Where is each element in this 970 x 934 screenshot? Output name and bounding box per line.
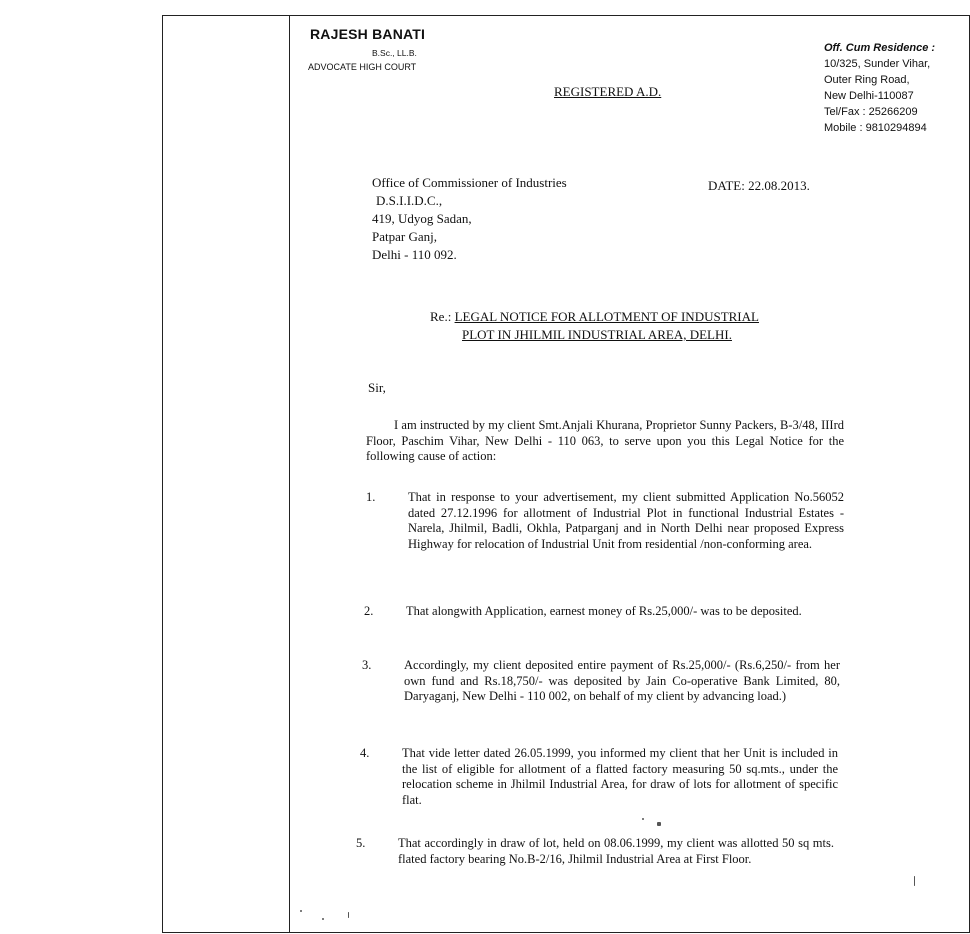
item-number: 4. xyxy=(360,746,370,760)
address-line: New Delhi-110087 xyxy=(824,90,914,102)
recipient-line: D.S.I.I.D.C., xyxy=(376,193,443,208)
item-number: 2. xyxy=(364,604,374,618)
letter-date: DATE: 22.08.2013. xyxy=(708,178,810,193)
item-text: Accordingly, my client deposited entire payment of Rs.25,000/- (Rs.6,250/- from her own fund and Rs.18,750/- was deposited by Jain Co-operative Bank Limited, 80, Daryaganj, New Delhi - 110 002, on behalf of my client by advancing load.) xyxy=(404,658,840,703)
advocate-role: ADVOCATE HIGH COURT xyxy=(308,62,417,72)
item-text: That accordingly in draw of lot, held on 08.06.1999, my client was allotted 50 sq mts. flated factory bearing No.B-2/16, Jhilmil Industrial Area at First Floor. xyxy=(398,836,834,866)
item-text: That in response to your advertisement, my client submitted Application No.56052 dated 27.12.1996 for allotment of Industrial Plot in functional Industrial Estates - Narela, Jhilmil, Badli, Okhla, Patparganj and in North Delhi near proposed Express Highway for relocation of Industrial Unit from residential /non-conforming area. xyxy=(408,490,844,551)
scan-speck xyxy=(322,918,324,920)
scan-speck xyxy=(348,912,349,918)
office-address xyxy=(824,40,935,136)
address-line: Tel/Fax : 25266209 xyxy=(824,106,918,118)
numbered-item-4 xyxy=(360,746,838,812)
letter-page xyxy=(290,16,970,932)
advocate-name: RAJESH BANATI xyxy=(310,26,426,42)
item-text: That vide letter dated 26.05.1999, you informed my client that her Unit is included in the list of eligible for allotment of a flatted factory measuring 50 sq.mts., under the relocation scheme in Jhilmil Industrial Area, for draw of lots for allotment of specific flat. xyxy=(402,746,838,807)
recipient-line: Delhi - 110 092. xyxy=(372,247,457,262)
registered-ad-label: REGISTERED A.D. xyxy=(554,84,662,99)
subject-text-1: LEGAL NOTICE FOR ALLOTMENT OF INDUSTRIAL xyxy=(454,309,759,324)
recipient-line: Patpar Ganj, xyxy=(372,229,437,244)
recipient-address xyxy=(372,174,567,264)
salutation: Sir, xyxy=(368,380,386,395)
address-line: Mobile : 9810294894 xyxy=(824,122,927,134)
item-number: 1. xyxy=(366,490,376,504)
scan-speck xyxy=(657,822,661,826)
scan-speck xyxy=(300,910,302,912)
subject-prefix: Re.: xyxy=(430,309,452,324)
intro-paragraph: I am instructed by my client Smt.Anjali Khurana, Proprietor Sunny Packers, B-3/48, IIIrd Floor, Paschim Vihar, New Delhi - 110 063, to serve upon you this Legal Notice for the following cause of action: xyxy=(366,418,844,463)
subject-text-2: PLOT IN JHILMIL INDUSTRIAL AREA, DELHI. xyxy=(462,327,732,342)
address-line: Outer Ring Road, xyxy=(824,74,910,86)
subject-line xyxy=(430,308,759,344)
numbered-item-1 xyxy=(366,490,844,570)
recipient-line: Office of Commissioner of Industries xyxy=(372,175,567,190)
recipient-line: 419, Udyog Sadan, xyxy=(372,211,472,226)
scan-speck xyxy=(914,876,915,886)
item-number: 3. xyxy=(362,658,372,672)
item-number: 5. xyxy=(356,836,366,850)
numbered-item-2 xyxy=(364,604,842,638)
scan-speck xyxy=(642,818,644,820)
item-text: That alongwith Application, earnest money of Rs.25,000/- was to be deposited. xyxy=(406,604,802,618)
address-line: 10/325, Sunder Vihar, xyxy=(824,58,931,70)
advocate-qualification: B.Sc., LL.B. xyxy=(372,48,417,58)
office-label: Off. Cum Residence : xyxy=(824,42,936,54)
numbered-item-5 xyxy=(356,836,834,886)
numbered-item-3 xyxy=(362,658,840,724)
